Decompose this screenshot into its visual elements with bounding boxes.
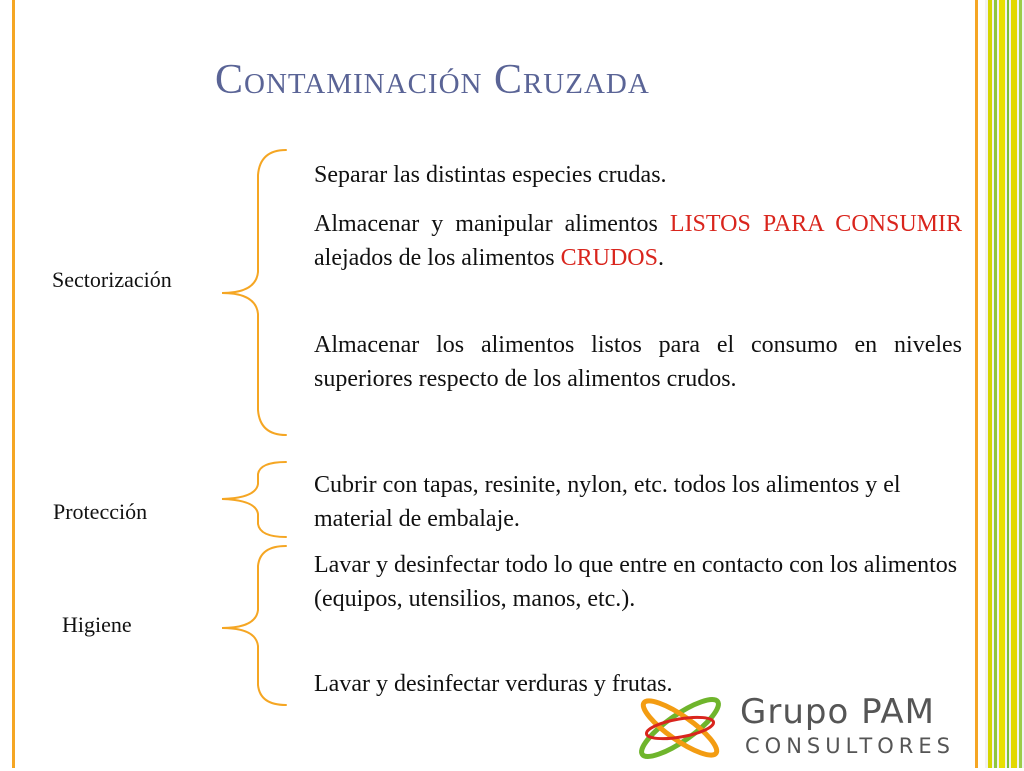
- company-logo: [625, 690, 965, 766]
- logo-name: Grupo PAM: [740, 692, 935, 732]
- highlight-listos: LISTOS PARA CONSUMIR: [669, 211, 963, 237]
- higiene-brace: [222, 546, 286, 705]
- label-higiene: Higiene: [62, 612, 132, 637]
- higiene-item-2: Lavar y desinfectar verduras y frutas.: [314, 671, 673, 697]
- proteccion-brace: [222, 462, 286, 537]
- logo-emblem-icon: [625, 690, 735, 766]
- label-sectorizacion: Sectorización: [52, 267, 172, 292]
- logo-subtitle: CONSULTORES: [745, 734, 955, 758]
- highlight-crudos: CRUDOS: [560, 245, 658, 271]
- sectorizacion-brace: [222, 150, 286, 435]
- sectorizacion-item-1: Separar las distintas especies crudas.: [314, 162, 667, 188]
- proteccion-item-1: Cubrir con tapas, resinite, nylon, etc. todos los alimentos y el material de embalaje.: [314, 472, 901, 532]
- slide-title: Contaminación Cruzada: [215, 57, 650, 103]
- higiene-item-1: Lavar y desinfectar todo lo que entre en contacto con los alimentos (equipos, utensilios, manos, etc.).: [314, 552, 958, 612]
- sectorizacion-item-2: Almacenar y manipular alimentos LISTOS PARA CONSUMIR alejados de los alimentos CRUDOS.: [314, 211, 963, 271]
- sectorizacion-item-3: Almacenar los alimentos listos para el consumo en niveles superiores respecto de los alimentos crudos.: [314, 332, 962, 392]
- label-proteccion: Protección: [53, 499, 148, 524]
